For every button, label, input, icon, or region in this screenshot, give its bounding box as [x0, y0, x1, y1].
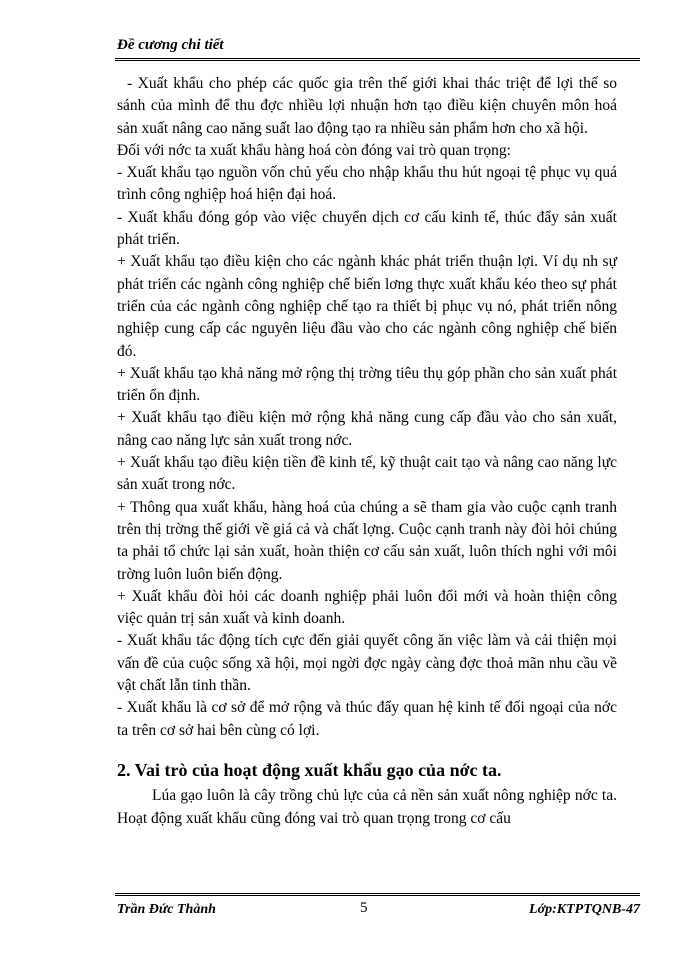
- page-header-title: Đề cương chi tiết: [117, 37, 224, 53]
- paragraph: Lúa gạo luôn là cây trồng chủ lực của cả nền sản xuất nông nghiệp nớc ta. Hoạt động xuất khẩu cũng đóng vai trò quan trọng trong cơ cấu: [117, 787, 617, 827]
- page-number: 5: [360, 900, 368, 916]
- bullet-item: + Xuất khẩu tạo điều kiện cho các ngành khác phát triển thuận lợi. Ví dụ nh sự phát triển các ngành công nghiệp chế biến lơng thực xuất khẩu kéo theo sự phát triển của các ngành công nghiệp chế tạo ra thiết bị phục vụ nó, phát triển nông nghiệp cung cấp các nguyên liệu đầu vào cho các ngành công nghiệp chế biến đó.: [117, 253, 617, 360]
- bullet-item: + Xuất khẩu tạo khả năng mở rộng thị trờng tiêu thụ góp phần cho sản xuất phát triển ổn định.: [117, 364, 617, 405]
- bullet-item: - Xuất khẩu tác động tích cực đến giải quyết công ăn việc làm và cải thiện mọi vấn đề của cuộc sống xã hội, mọi ngời đợc ngày càng đợc thoả mãn nhu cầu về vật chất lẫn tinh thần.: [117, 632, 617, 695]
- bullet-item: - Xuất khẩu là cơ sở để mở rộng và thúc đẩy quan hệ kinh tế đối ngoại của nớc ta trên cơ sở hai bên cùng có lợi.: [117, 699, 617, 739]
- bullet-item: + Xuất khẩu đòi hỏi các doanh nghiệp phải luôn đổi mới và hoàn thiện công việc quản trị sản xuất và kinh doanh.: [117, 587, 617, 628]
- bullet-item: + Xuất khẩu tạo điều kiện tiền đề kinh tế, kỹ thuật cait tạo và nâng cao năng lực sản xuất trong nớc.: [117, 454, 617, 494]
- footer-divider-secondary: [115, 895, 640, 896]
- bullet-item: - Xuất khẩu đóng góp vào việc chuyển dịch cơ cấu kinh tế, thúc đẩy sản xuất phát triển.: [117, 208, 617, 249]
- bullet-item: + Xuất khẩu tạo điều kiện mở rộng khả năng cung cấp đầu vào cho sản xuất, nâng cao năng lực sản xuất trong nớc.: [117, 409, 617, 449]
- section-heading: 2. Vai trò của hoạt động xuất khẩu gạo của nớc ta.: [117, 759, 502, 780]
- document-body: [117, 73, 617, 830]
- footer-divider: [115, 893, 640, 894]
- header-divider-secondary: [115, 60, 640, 61]
- footer-author: Trần Đức Thành: [117, 902, 216, 917]
- header-divider: [115, 58, 640, 59]
- footer-class: Lớp:KTPTQNB-47: [529, 902, 640, 917]
- paragraph: - Xuất khẩu cho phép các quốc gia trên thế giới khai thác triệt để lợi thế so sánh của mình để thu đợc nhiều lợi nhuận hơn tạo điều kiện chuyên môn hoá sản xuất nâng cao năng suất lao động tạo ra nhiều sản phẩm hơn cho xã hội.: [117, 75, 617, 137]
- bullet-item: + Thông qua xuất khẩu, hàng hoá của chúng a sẽ tham gia vào cuộc cạnh tranh trên thị trờng thế giới về giá cả và chất lợng. Cuộc cạnh tranh này đòi hỏi chúng ta phải tổ chức lại sản xuất, hoàn thiện cơ cấu sản xuất, luôn thích nghi với môi trờng luôn luôn biến động.: [117, 498, 617, 583]
- paragraph: Đối với nớc ta xuất khẩu hàng hoá còn đóng vai trò quan trọng:: [117, 141, 511, 159]
- bullet-item: - Xuất khẩu tạo nguồn vốn chủ yếu cho nhập khẩu thu hút ngoại tệ phục vụ quá trình công nghiệp hoá hiện đại hoá.: [117, 164, 617, 204]
